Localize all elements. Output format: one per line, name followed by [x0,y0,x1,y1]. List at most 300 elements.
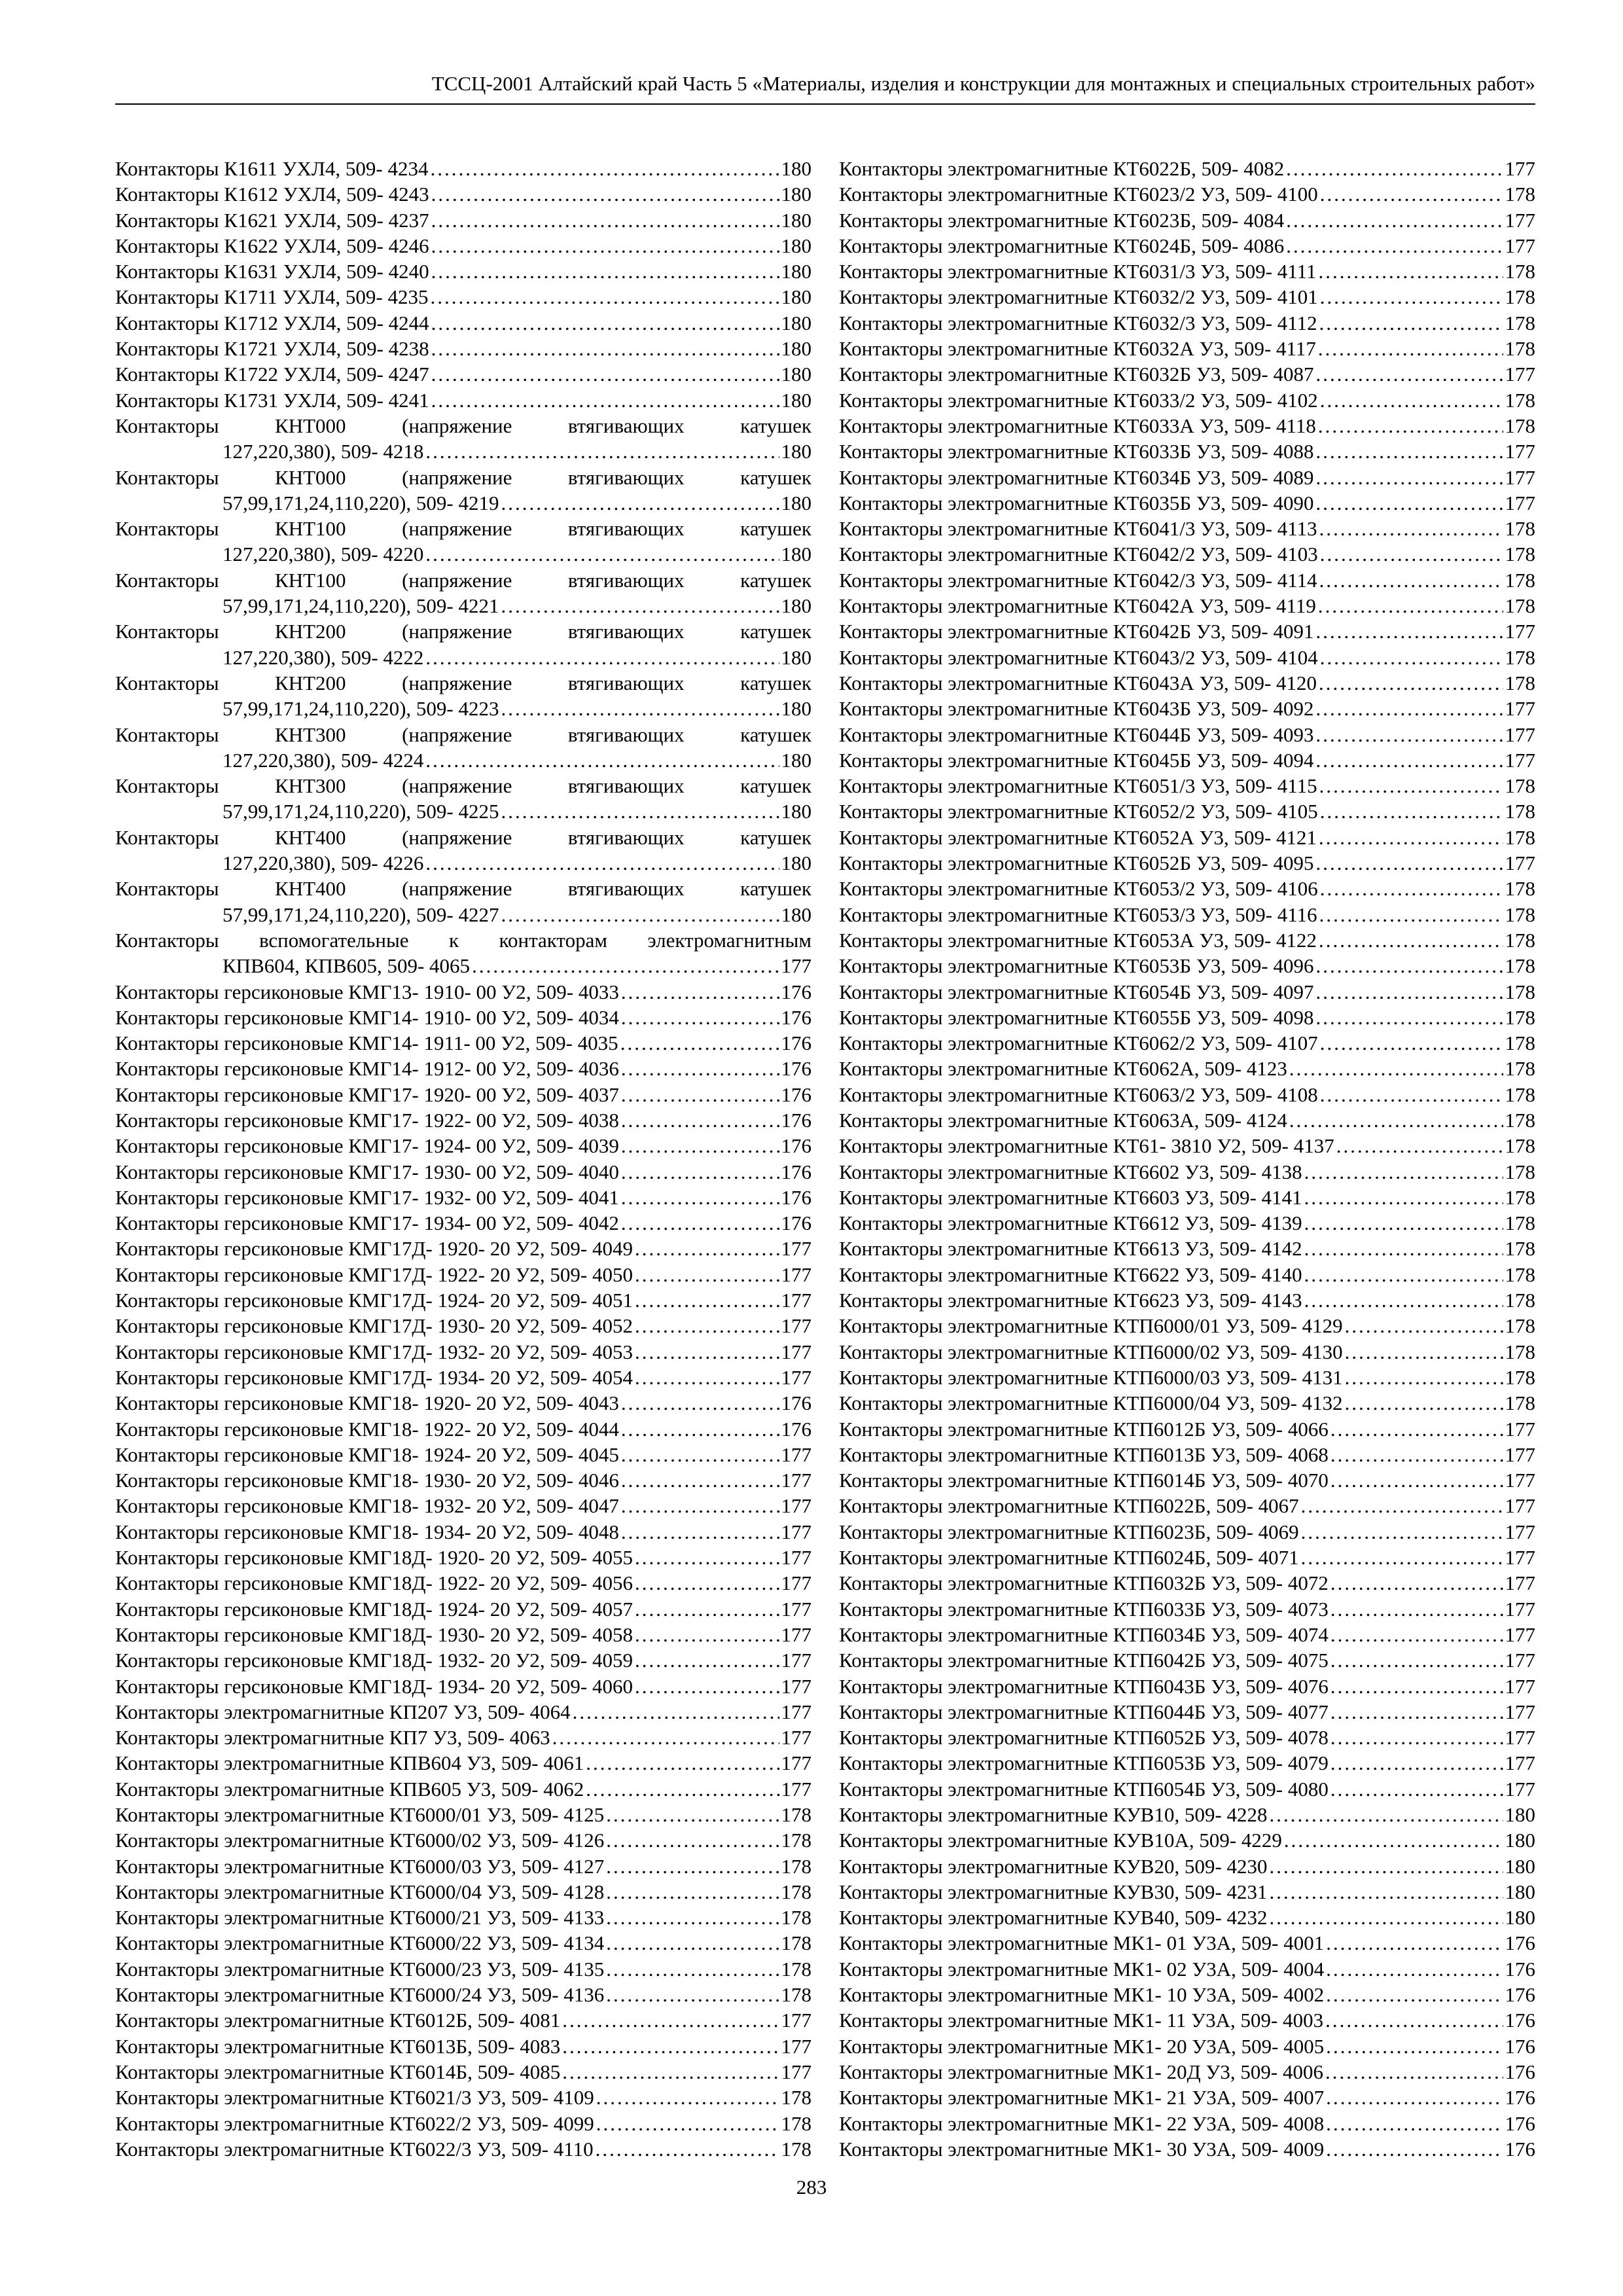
index-entry-title: Контакторы электромагнитные КТ6603 У3, 509- 4141 [839,1185,1302,1209]
index-entry-title: Контакторы электромагнитные КТ6000/01 У3, 509- 4125 [115,1803,605,1826]
index-entry-page: 176 [1505,1983,1535,2007]
index-entry-title: 127,220,380), 509- 4226 [223,852,424,875]
dot-leader [1326,1956,1503,1982]
index-entry [839,516,1535,541]
index-entry-page: 180 [781,157,812,180]
index-entry-title: Контакторы электромагнитные КТ6032Б У3, 509- 4087 [839,363,1314,386]
index-entry [115,1879,812,1905]
index-entry [115,567,812,619]
index-entry-line [115,1005,812,1030]
index-entry [839,850,1535,876]
index-entry-title: Контакторы К1722 УХЛ4, 509- 4247 [115,363,429,386]
index-entry [115,1185,812,1210]
index-entry-line [839,773,1535,798]
dot-leader [621,979,779,1005]
dot-leader [635,1339,779,1365]
dot-leader [1326,2111,1503,2136]
index-entry-page: 176 [781,1417,812,1441]
index-entry [115,1467,812,1493]
index-entry-title: 57,99,171,24,110,220), 509- 4225 [223,800,499,823]
index-entry-line [115,1776,812,1802]
index-entry-line [115,1570,812,1596]
index-entry-page: 178 [1505,1391,1535,1415]
dot-leader [1320,798,1503,824]
index-entry [115,2085,812,2110]
index-entry-word: Контакторы [115,414,219,437]
index-entry-page: 178 [781,1880,812,1903]
index-entry-word: втягивающих [567,414,685,437]
index-entry-word: Контакторы [115,825,219,849]
index-entry-line [115,1133,812,1158]
index-entry-line [115,1082,812,1107]
index-entry-title: Контакторы герсиконовые КМГ17- 1922- 00 У2, 509- 4038 [115,1108,619,1132]
index-entry-page: 180 [781,208,812,232]
index-entry [839,259,1535,284]
index-entry-page: 180 [781,491,812,514]
index-entry-line [115,593,812,619]
dot-leader [1318,259,1503,284]
index-entry-line [115,696,812,721]
dot-leader [431,181,779,207]
index-entry-title: Контакторы герсиконовые КМГ17Д- 1924- 20 У2, 509- 4051 [115,1289,633,1312]
index-entry-line [839,2034,1535,2059]
index-entry-word: катушек [740,825,812,849]
index-entry-line [839,850,1535,876]
index-entry-page: 176 [1505,1957,1535,1981]
index-entry [839,825,1535,850]
index-entry-word: Контакторы [115,568,219,592]
index-entry [115,1699,812,1725]
index-entry-page: 178 [781,1983,812,2007]
index-column-right [839,156,1535,2162]
index-entry-line [115,850,812,876]
index-entry-line [115,1210,812,1236]
index-entry-line [839,181,1535,207]
index-entry-title: Контакторы К1611 УХЛ4, 509- 4234 [115,157,429,180]
dot-leader [1304,1159,1503,1185]
index-entry [115,465,812,516]
index-entry-page: 178 [1505,1365,1535,1389]
index-entry-word: катушек [740,568,812,592]
index-entry [115,516,812,567]
index-entry-title: Контакторы электромагнитные КТ6042/2 У3, 509- 4103 [839,543,1318,566]
index-entry [839,1185,1535,1210]
index-entry-page: 180 [781,234,812,257]
index-entry [839,979,1535,1005]
index-entry-title: Контакторы электромагнитные КТ6033Б У3, 509- 4088 [839,440,1314,463]
dot-leader [1319,516,1503,541]
index-entry-line [839,336,1535,361]
index-entry [839,1313,1535,1338]
index-entry-title: Контакторы электромагнитные КТ6023/2 У3, 509- 4100 [839,183,1318,206]
index-entry-word: (напряжение [402,465,512,489]
index-entry-title: Контакторы электромагнитные КТ6043/2 У3, 509- 4104 [839,645,1318,669]
page-number: 283 [796,2176,827,2198]
index-entry [115,1776,812,1802]
index-entry-line [115,1930,812,1956]
index-entry [115,2059,812,2085]
index-entry-page: 178 [1505,800,1535,823]
index-entry-page: 178 [781,2137,812,2161]
index-entry [115,259,812,284]
index-entry [115,1956,812,1982]
index-entry-title: Контакторы электромагнитные КТП6014Б У3, 509- 4070 [839,1469,1329,1492]
dot-leader [1304,1185,1503,1210]
index-entry-word: электромагнитным [647,928,812,952]
index-entry-page: 178 [1505,260,1535,283]
dot-leader [1315,439,1503,464]
index-entry-page: 177 [781,1340,812,1363]
index-entry-line [115,1956,812,1982]
index-entry-line [115,2111,812,2136]
index-entry-page: 177 [1505,1571,1535,1595]
dot-leader [1330,1674,1503,1699]
dot-leader [431,361,779,387]
dot-leader [606,1854,779,1879]
index-entry [115,773,812,825]
index-entry-title: Контакторы электромагнитные КТ6043А У3, 509- 4120 [839,671,1317,694]
index-entry-line [839,1236,1535,1261]
index-entry-line [115,207,812,233]
index-entry-title: Контакторы электромагнитные КТ6032А У3, 509- 4117 [839,337,1316,361]
index-entry [115,1802,812,1827]
index-entry-page: 177 [781,1263,812,1286]
index-entry [839,619,1535,644]
index-entry-title: Контакторы электромагнитные КТ6053/2 У3, 509- 4106 [839,877,1318,901]
index-entry [839,747,1535,773]
dot-leader [1320,387,1503,413]
index-entry-page: 178 [781,1829,812,1852]
dot-leader [1301,1493,1503,1518]
index-entry-page: 177 [1505,1649,1535,1672]
dot-leader [596,2111,779,2136]
index-entry [115,1854,812,1879]
index-entry-title: Контакторы электромагнитные КТ6033/2 У3, 509- 4102 [839,388,1318,412]
dot-leader [562,2007,779,2033]
index-entry-page: 180 [781,183,812,206]
index-entry [839,670,1535,696]
index-entry-page: 178 [1505,543,1535,566]
index-entry-title: Контакторы электромагнитные КТП6023Б, 509- 4069 [839,1520,1299,1543]
dot-leader [501,490,779,516]
dot-leader [1326,2136,1503,2162]
dot-leader [1315,619,1503,644]
index-entry-page: 180 [781,260,812,283]
dot-leader [552,1725,779,1750]
index-entry-page: 177 [781,1751,812,1775]
dot-leader [606,1956,779,1982]
index-entry [115,1082,812,1107]
index-entry-line [839,413,1535,439]
index-entry [839,876,1535,901]
index-entry-page: 177 [1505,363,1535,386]
index-entry-page: 176 [781,1160,812,1183]
index-entry-title: Контакторы электромагнитные КТ6022/3 У3, 509- 4110 [115,2137,594,2161]
index-entry-page: 178 [1505,928,1535,952]
index-entry [115,233,812,259]
index-entry-title: Контакторы электромагнитные КПВ604 У3, 509- 4061 [115,1751,584,1775]
index-entry [839,336,1535,361]
index-entry [839,1854,1535,1879]
index-entry-title: 57,99,171,24,110,220), 509- 4227 [223,903,499,926]
index-entry [839,181,1535,207]
index-entry-page: 178 [1505,1134,1535,1158]
index-entry-line [839,1287,1535,1313]
dot-leader [1304,1287,1503,1313]
dot-leader [562,2034,779,2059]
index-entry-title: Контакторы электромагнитные КУВ20, 509- 4230 [839,1854,1268,1878]
index-entry [839,361,1535,387]
index-entry-word: Контакторы [115,620,219,643]
index-entry-word: катушек [740,620,812,643]
index-entry-line [115,2059,812,2085]
index-entry [839,902,1535,927]
dot-leader [606,1802,779,1827]
index-entry [115,1725,812,1750]
dot-leader [635,1313,779,1338]
index-entry-title: Контакторы герсиконовые КМГ18Д- 1932- 20 У2, 509- 4059 [115,1649,633,1672]
index-entry-page: 180 [781,440,812,463]
index-entry-title: Контакторы электромагнитные КТ6062/2 У3, 509- 4107 [839,1031,1318,1055]
dot-leader [606,1930,779,1956]
index-entry-first-line [115,722,812,747]
index-entry-title: Контакторы электромагнитные КТ6022Б, 509- 4082 [839,157,1285,180]
index-entry-title: Контакторы герсиконовые КМГ17- 1930- 00 У2, 509- 4040 [115,1160,619,1183]
index-entry-page: 176 [1505,2086,1535,2109]
index-entry [839,541,1535,567]
index-entry-word: КНТ200 [275,620,346,643]
index-entry-line [115,1905,812,1930]
index-entry-line [115,902,812,927]
index-entry-line [115,1313,812,1338]
dot-leader [635,1674,779,1699]
header-rule [115,103,1535,105]
index-entry-word: катушек [740,465,812,489]
index-entry-title: Контакторы электромагнитные КТ6054Б У3, 509- 4097 [839,980,1314,1003]
index-entry-page: 178 [1505,645,1535,669]
index-entry-page: 177 [781,2034,812,2058]
index-entry [115,1416,812,1442]
dot-leader [501,902,779,927]
index-entry [115,310,812,336]
index-entry-page: 177 [1505,1494,1535,1518]
index-entry-first-line [115,670,812,696]
index-entry-page: 177 [781,1494,812,1518]
index-entry-title: Контакторы электромагнитные КТ6044Б У3, 509- 4093 [839,723,1314,746]
index-entry-page: 177 [1505,1726,1535,1749]
index-entry-page: 176 [1505,2034,1535,2058]
index-entry [839,387,1535,413]
index-entry-page: 178 [781,2111,812,2135]
index-entry-word: контакторам [499,928,607,952]
index-entry-title: Контакторы электромагнитные КТ6022/2 У3, 509- 4099 [115,2111,594,2135]
index-entry-word: Контакторы [115,928,219,952]
index-entry [115,2034,812,2059]
dot-leader [431,336,779,361]
index-entry-page: 178 [1505,388,1535,412]
index-entry-title: Контакторы герсиконовые КМГ18Д- 1934- 20 У2, 509- 4060 [115,1674,633,1698]
dot-leader [1325,2007,1503,2033]
dot-leader [635,1262,779,1287]
index-entry-title: Контакторы электромагнитные КТ6613 У3, 509- 4142 [839,1237,1302,1261]
index-entry [115,927,812,979]
index-entry-page: 177 [1505,620,1535,643]
dot-leader [586,1750,779,1776]
index-entry-title: Контакторы герсиконовые КМГ17- 1920- 00 У2, 509- 4037 [115,1083,619,1106]
dot-leader [1336,1133,1503,1158]
index-entry-title: Контакторы электромагнитные КТП6053Б У3, 509- 4079 [839,1751,1329,1775]
index-entry [839,1442,1535,1467]
index-entry-line [115,259,812,284]
index-entry-line [115,1879,812,1905]
index-entry-page: 177 [1505,157,1535,180]
index-entry-page: 178 [1505,285,1535,309]
index-entry-page: 178 [1505,1237,1535,1261]
dot-leader [1289,1107,1503,1133]
index-entry-title: Контакторы электромагнитные КТ6000/02 У3, 509- 4126 [115,1829,605,1852]
index-entry [839,2034,1535,2059]
index-entry-first-line [115,567,812,593]
index-entry-line [115,1519,812,1545]
index-entry [839,2007,1535,2033]
dot-leader [1330,1416,1503,1442]
index-entry-page: 177 [1505,852,1535,875]
dot-leader [431,310,779,336]
index-entry-title: Контакторы электромагнитные КТ6041/3 У3, 509- 4113 [839,517,1317,541]
index-entry-page: 176 [1505,1931,1535,1955]
index-entry [839,1905,1535,1930]
index-entry-line [839,1082,1535,1107]
index-entry [839,2111,1535,2136]
index-entry-title: Контакторы электромагнитные КУВ40, 509- 4232 [839,1906,1268,1929]
dot-leader [1320,1030,1503,1056]
index-entry-page: 177 [781,2060,812,2083]
dot-leader [1345,1339,1503,1365]
index-entry-line [115,2007,812,2033]
dot-leader [431,259,779,284]
running-header: ТССЦ-2001 Алтайский край Часть 5 «Материалы, изделия и конструкции для монтажных и специальных строительных работ» [431,72,1535,95]
index-entry-title: Контакторы электромагнитные КТП6042Б У3, 509- 4075 [839,1649,1329,1672]
index-entry-title: 127,220,380), 509- 4222 [223,645,424,669]
index-entry [115,876,812,927]
index-entry-title: Контакторы герсиконовые КМГ17Д- 1930- 20 У2, 509- 4052 [115,1314,633,1338]
index-entry-title: Контакторы герсиконовые КМГ14- 1910- 00 У2, 509- 4034 [115,1005,619,1029]
index-entry [839,1545,1535,1570]
index-entry-first-line [115,773,812,798]
index-entry-page: 177 [781,1469,812,1492]
index-entry-title: Контакторы герсиконовые КМГ18Д- 1922- 20 У2, 509- 4056 [115,1571,633,1595]
index-entry [839,1082,1535,1107]
dot-leader [1304,1236,1503,1261]
index-entry-word: КНТ100 [275,568,346,592]
index-entry-title: Контакторы К1621 УХЛ4, 509- 4237 [115,208,429,232]
dot-leader [606,1982,779,2007]
index-entry-page: 180 [1505,1803,1535,1826]
index-entry [115,1519,812,1545]
index-entry-title: Контакторы герсиконовые КМГ18Д- 1920- 20 У2, 509- 4055 [115,1546,633,1570]
index-entry-line [115,1056,812,1081]
index-entry-line [115,1854,812,1879]
index-entry [115,1596,812,1622]
dot-leader [1330,1570,1503,1596]
index-entry-title: Контакторы электромагнитные КТ6602 У3, 509- 4138 [839,1160,1302,1183]
index-entry-word: Контакторы [115,723,219,746]
index-entry [839,413,1535,439]
index-entry-page: 178 [1505,1340,1535,1363]
index-entry [839,156,1535,181]
index-entry [115,361,812,387]
index-entry-title: Контакторы электромагнитные КТП6054Б У3, 509- 4080 [839,1777,1329,1801]
index-entry-title: Контакторы герсиконовые КМГ18- 1934- 20 У2, 509- 4048 [115,1520,619,1543]
index-entry-line [839,1390,1535,1416]
index-entry-line [839,1442,1535,1467]
index-entry-page: 177 [1505,234,1535,257]
index-entry-line [839,1159,1535,1185]
index-entry-title: Контакторы электромагнитные КТП6044Б У3, 509- 4077 [839,1700,1329,1723]
index-entry [839,722,1535,747]
dot-leader [1304,1262,1503,1287]
index-entry-title: Контакторы электромагнитные КТ6013Б, 509- 4083 [115,2034,561,2058]
index-entry-page: 178 [1505,980,1535,1003]
dot-leader [1284,1827,1503,1853]
index-entry-page: 177 [781,954,812,978]
index-entry [839,1570,1535,1596]
index-entry-title: Контакторы К1712 УХЛ4, 509- 4244 [115,311,429,334]
index-entry-page: 178 [1505,337,1535,361]
index-entry-page: 177 [781,1571,812,1595]
index-entry-word: втягивающих [567,620,685,643]
index-entry-page: 176 [781,1031,812,1055]
dot-leader [1318,336,1503,361]
dot-leader [635,1236,779,1261]
index-entry-word: втягивающих [567,877,685,901]
index-entry-line [839,1750,1535,1776]
index-entry-title: Контакторы электромагнитные КТП6024Б, 509- 4071 [839,1546,1299,1570]
index-entry-page: 176 [781,1083,812,1106]
index-entry [115,1030,812,1056]
index-entry-line [115,1442,812,1467]
dot-leader [1301,1545,1503,1570]
dot-leader [1270,1905,1503,1930]
index-entry-title: Контакторы электромагнитные КТП6013Б У3, 509- 4068 [839,1443,1329,1466]
index-entry [839,310,1535,336]
index-entry [839,2085,1535,2110]
index-entry-line [115,1827,812,1853]
index-entry-title: Контакторы электромагнитные КТ6000/24 У3, 509- 4136 [115,1983,605,2007]
index-entry-title: Контакторы электромагнитные КТ61- 3810 У2, 509- 4137 [839,1134,1334,1158]
index-entry-title: Контакторы электромагнитные МК1- 20 У3А, 509- 4005 [839,2034,1325,2058]
index-entry-word: втягивающих [567,825,685,849]
index-entry-page: 177 [781,1443,812,1466]
index-entry-page: 178 [781,1803,812,1826]
index-entry-title: Контакторы электромагнитные КТ6000/03 У3, 509- 4127 [115,1854,605,1878]
index-entry-page: 180 [781,800,812,823]
index-entry-title: Контакторы электромагнитные КТП6032Б У3, 509- 4072 [839,1571,1329,1595]
dot-leader [621,1056,779,1081]
index-entry-page: 177 [1505,440,1535,463]
index-entry-line [839,2007,1535,2033]
index-entry-line [839,979,1535,1005]
index-entry-page: 178 [1505,1263,1535,1286]
index-entry-title: Контакторы электромагнитные МК1- 21 У3А, 509- 4007 [839,2086,1325,2109]
dot-leader [1330,1750,1503,1776]
index-entry-line [115,645,812,670]
index-entry-word: катушек [740,877,812,901]
index-entry [839,465,1535,490]
index-entry-title: Контакторы электромагнитные КТП6000/02 У3, 509- 4130 [839,1340,1343,1363]
dot-leader [1320,876,1503,901]
index-entry [839,207,1535,233]
